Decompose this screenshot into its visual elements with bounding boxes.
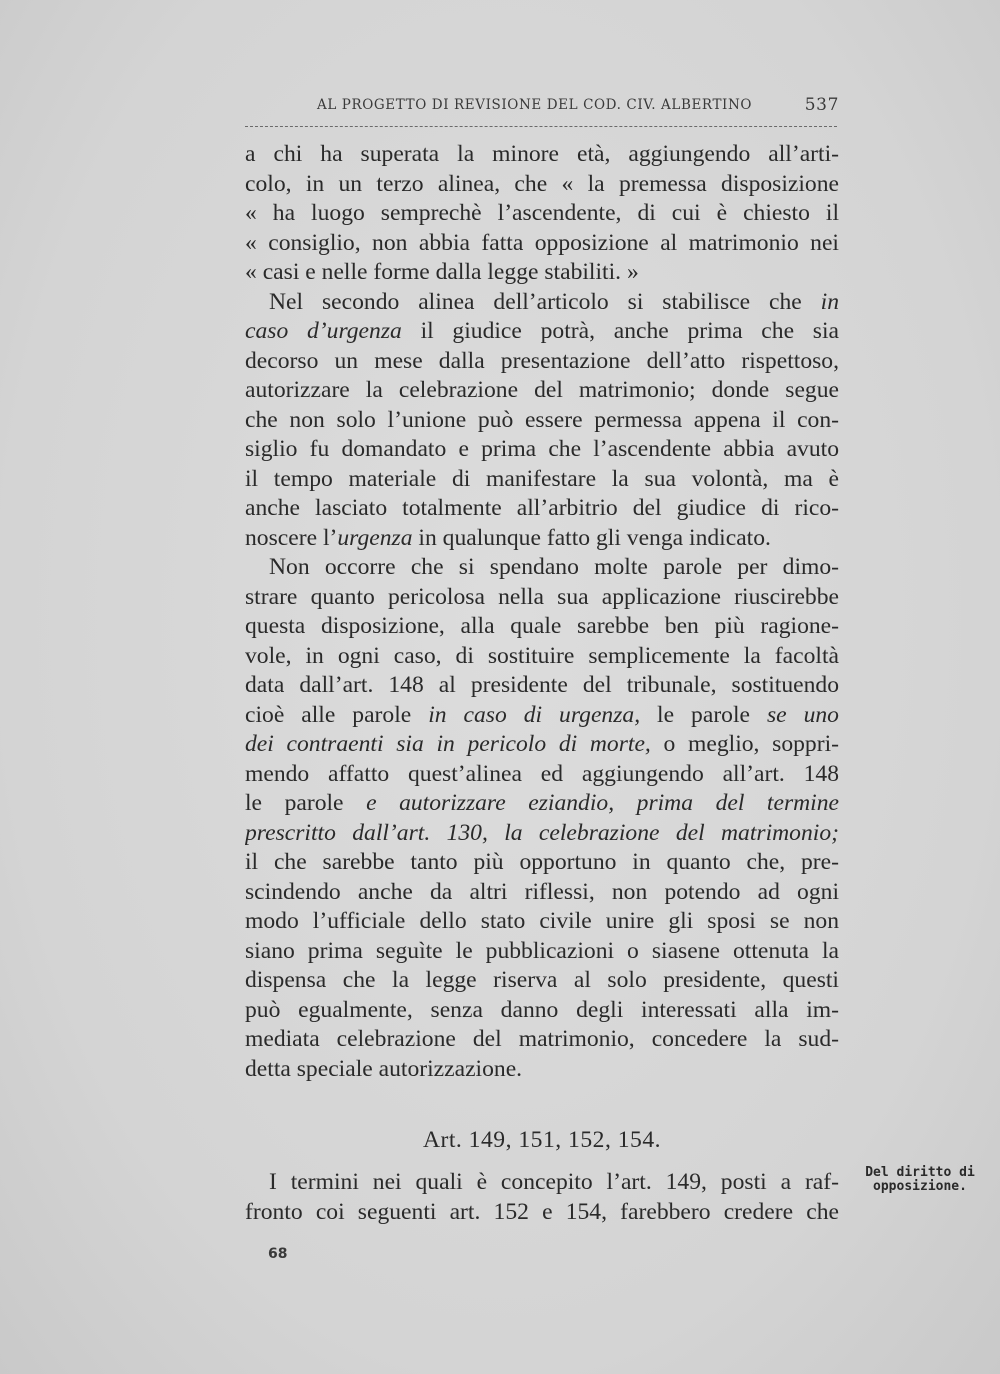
running-title: AL PROGETTO DI REVISIONE DEL COD. CIV. ALBERTINO bbox=[317, 97, 753, 113]
header-rule bbox=[245, 126, 837, 127]
text-line: Nel secondo alinea dell’articolo si stabilisce che in bbox=[269, 288, 839, 315]
text-line: modo l’ufficiale dello stato civile unire gli sposi se non bbox=[245, 908, 839, 934]
text-line: detta speciale autorizzazione. bbox=[245, 1055, 523, 1082]
text-line: cioè alle parole in caso di urgenza, le parole se uno bbox=[245, 701, 839, 728]
text-line: prescritto dall’art. 130, la celebrazione del matrimonio; bbox=[245, 819, 839, 846]
text-line: può egualmente, senza danno degli interessati alla im- bbox=[245, 996, 839, 1023]
text-line: questa disposizione, alla quale sarebbe ben più ragione- bbox=[245, 613, 839, 639]
text-line: strare quanto pericolosa nella sua applicazione riuscirebbe bbox=[245, 583, 839, 610]
text-line: noscere l’urgenza in qualunque fatto gli venga indicato. bbox=[245, 524, 771, 551]
text-line: che non solo l’unione può essere permessa appena il con- bbox=[245, 406, 839, 433]
text-line: vole, in ogni caso, di sostituire semplicemente la facoltà bbox=[245, 642, 839, 669]
text-line: scindendo anche da altri riflessi, non potendo ad ogni bbox=[245, 878, 839, 905]
text-line: « consiglio, non abbia fatta opposizione al matrimonio nei bbox=[245, 229, 839, 256]
section-heading: Art. 149, 151, 152, 154. bbox=[422, 1127, 662, 1153]
text-line: « casi e nelle forme dalla legge stabiliti. » bbox=[245, 259, 639, 285]
text-line: anche lasciato totalmente all’arbitrio del giudice di rico- bbox=[245, 495, 839, 521]
margin-note-line: Del diritto di bbox=[865, 1165, 975, 1180]
text-line: « ha luogo semprechè l’ascendente, di cui è chiesto il bbox=[245, 200, 839, 226]
text-line: fronto coi seguenti art. 152 e 154, farebbero credere che bbox=[245, 1198, 839, 1225]
signature-mark: 68 bbox=[268, 1246, 288, 1262]
text-line: caso d’urgenza il giudice potrà, anche prima che sia bbox=[245, 318, 839, 344]
text-line: colo, in un terzo alinea, che « la premessa disposizione bbox=[245, 170, 839, 197]
text-line: le parole e autorizzare eziandio, prima del termine bbox=[245, 790, 839, 816]
text-line: data dall’art. 148 al presidente del tribunale, sostituendo bbox=[245, 672, 839, 698]
text-line: mendo affatto quest’alinea ed aggiungendo all’art. 148 bbox=[245, 760, 839, 787]
margin-note-line: opposizione. bbox=[873, 1179, 967, 1194]
text-line: dei contraenti sia in pericolo di morte, o meglio, soppri- bbox=[245, 731, 839, 757]
text-line: il che sarebbe tanto più opportuno in quanto che, pre- bbox=[245, 849, 839, 875]
section-text bbox=[245, 1167, 839, 1226]
main-text bbox=[245, 140, 839, 1084]
text-line: il tempo materiale di manifestare la sua volontà, ma è bbox=[245, 465, 839, 492]
text-line: a chi ha superata la minore età, aggiungendo all’arti- bbox=[245, 141, 839, 167]
page-number: 537 bbox=[804, 95, 839, 115]
text-line: siano prima seguìte le pubblicazioni o siasene ottenuta la bbox=[245, 937, 839, 964]
text-line: autorizzare la celebrazione del matrimonio; donde segue bbox=[245, 377, 839, 403]
text-line: Non occorre che si spendano molte parole per dimo- bbox=[269, 554, 839, 580]
text-line: siglio fu domandato e prima che l’ascendente abbia avuto bbox=[245, 436, 839, 462]
text-line: I termini nei quali è concepito l’art. 149, posti a raf- bbox=[269, 1169, 839, 1195]
margin-note bbox=[845, 1166, 995, 1194]
text-line: decorso un mese dalla presentazione dell’atto rispettoso, bbox=[245, 347, 839, 374]
text-line: mediata celebrazione del matrimonio, concedere la sud- bbox=[245, 1026, 839, 1052]
text-line: dispensa che la legge riserva al solo presidente, questi bbox=[245, 967, 839, 993]
